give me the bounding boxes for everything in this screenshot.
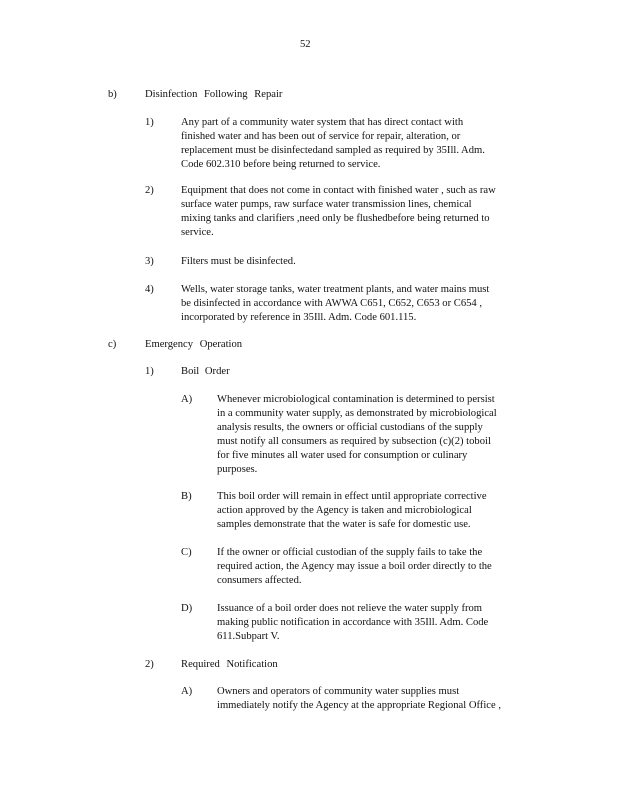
text-line: required action, the Agency may issue a boil order directly to the — [217, 561, 492, 572]
c1-item-c-text — [217, 546, 492, 588]
text-line: Whenever microbiological contamination is determined to persist — [217, 394, 495, 405]
section-c-heading: Emergency Operation — [145, 339, 243, 350]
text-line: making public notification in accordance with 35Ill. Adm. Code — [217, 617, 489, 628]
c-sub-2-number: 2) — [145, 659, 154, 670]
b-item-3-number: 3) — [145, 256, 154, 267]
text-line: for five minutes all water used for consumption or culinary — [217, 450, 468, 461]
text-line: purposes. — [217, 464, 258, 475]
c-sub-2-heading: Required Notification — [181, 659, 278, 670]
b-item-4-text — [181, 283, 489, 325]
text-line: action approved by the Agency is taken and microbiological — [217, 505, 472, 516]
text-line: in a community water supply, as demonstrated by microbiological — [217, 408, 497, 419]
text-line: Code 602.310 before being returned to service. — [181, 159, 381, 170]
b-item-4-number: 4) — [145, 284, 154, 295]
b-item-3-text — [181, 255, 296, 269]
text-line: Any part of a community water system that has direct contact with — [181, 117, 464, 128]
b-item-2-number: 2) — [145, 185, 154, 196]
b-item-1-number: 1) — [145, 117, 154, 128]
text-line: Issuance of a boil order does not relieve the water supply from — [217, 603, 483, 614]
section-c-label: c) — [108, 339, 117, 350]
c-sub-1-number: 1) — [145, 366, 154, 377]
c1-item-d-letter: D) — [181, 603, 193, 614]
text-line: consumers affected. — [217, 575, 302, 586]
c1-item-a-letter: A) — [181, 394, 193, 405]
text-line: 611.Subpart V. — [217, 631, 280, 642]
c2-item-a-text — [217, 685, 501, 713]
text-line: be disinfected in accordance with AWWA C651, C652, C653 or C654 , — [181, 298, 483, 309]
c1-item-b-text — [217, 490, 487, 532]
page-number: 52 — [300, 39, 311, 50]
c2-item-a-letter: A) — [181, 686, 193, 697]
text-line: analysis results, the owners or official custodians of the supply — [217, 422, 483, 433]
text-line: immediately notify the Agency at the appropriate Regional Office , — [217, 700, 501, 711]
text-line: samples demonstrate that the water is safe for domestic use. — [217, 519, 471, 530]
text-line: If the owner or official custodian of the supply fails to take the — [217, 547, 483, 558]
c1-item-a-text — [217, 393, 497, 477]
text-line: Wells, water storage tanks, water treatment plants, and water mains must — [181, 284, 490, 295]
text-line: incorporated by reference in 35Ill. Adm. Code 601.115. — [181, 312, 417, 323]
text-line: Filters must be disinfected. — [181, 256, 296, 267]
text-line: Equipment that does not come in contact with finished water , such as raw — [181, 185, 496, 196]
text-line: replacement must be disinfectedand sampled as required by 35Ill. Adm. — [181, 145, 485, 156]
text-line: mixing tanks and clarifiers ,need only be flushedbefore being returned to — [181, 213, 490, 224]
text-line: This boil order will remain in effect until appropriate corrective — [217, 491, 487, 502]
text-line: finished water and has been out of service for repair, alteration, or — [181, 131, 461, 142]
text-line: service. — [181, 227, 214, 238]
section-b-heading: Disinfection Following Repair — [145, 89, 283, 100]
c1-item-c-letter: C) — [181, 547, 192, 558]
text-line: must notify all consumers as required by subsection (c)(2) toboil — [217, 436, 491, 447]
b-item-1-text — [181, 116, 485, 172]
b-item-2-text — [181, 184, 496, 240]
text-line: surface water pumps, raw surface water transmission lines, chemical — [181, 199, 472, 210]
c1-item-d-text — [217, 602, 488, 644]
text-line: Owners and operators of community water supplies must — [217, 686, 460, 697]
section-b-label: b) — [108, 89, 117, 100]
c1-item-b-letter: B) — [181, 491, 192, 502]
c-sub-1-heading: Boil Order — [181, 366, 230, 377]
